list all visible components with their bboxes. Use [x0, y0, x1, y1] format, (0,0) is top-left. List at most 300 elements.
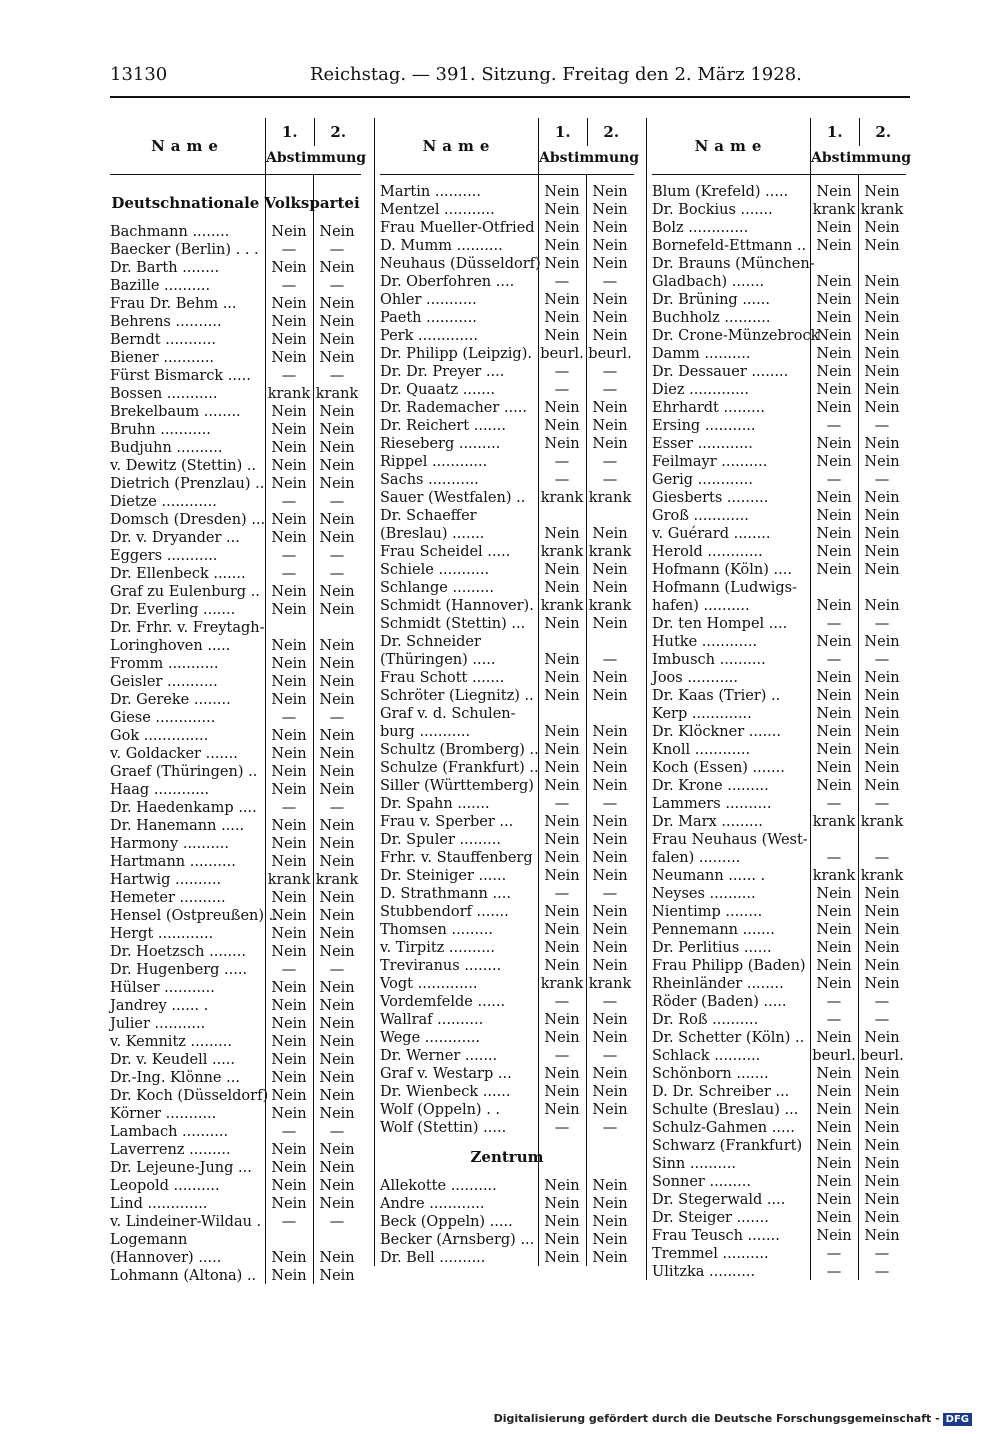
member-name: Hergt ............ — [110, 926, 214, 942]
vote2-value: Nein — [864, 634, 900, 650]
member-row — [380, 1177, 634, 1195]
vote1-value: Nein — [271, 1016, 307, 1032]
vote-header — [810, 118, 912, 174]
member-row — [380, 1213, 634, 1231]
vote1-value: Nein — [271, 656, 307, 672]
member-name: v. Guérard ........ — [652, 526, 771, 542]
member-name: Frau Teusch ....... — [652, 1228, 780, 1244]
vote2-value: — — [602, 1120, 618, 1136]
vote1-value: Nein — [271, 530, 307, 546]
member-row — [652, 759, 906, 777]
vote2-value: Nein — [864, 292, 900, 308]
member-row — [652, 687, 906, 705]
vote2-value: Nein — [319, 1142, 355, 1158]
member-row — [110, 979, 361, 997]
vote2-value: Nein — [864, 1192, 900, 1208]
vote2-value: Nein — [592, 742, 628, 758]
vote1-value: Nein — [544, 1196, 580, 1212]
vote1-value: Nein — [816, 562, 852, 578]
member-row — [652, 633, 906, 651]
member-row — [110, 1015, 361, 1033]
member-row — [380, 615, 634, 633]
member-row — [380, 633, 634, 651]
member-row — [380, 723, 634, 741]
member-row — [652, 651, 906, 669]
vote2-value: — — [874, 1264, 890, 1280]
member-row — [652, 1191, 906, 1209]
member-row — [652, 1263, 906, 1281]
member-name: (Hannover) ..... — [110, 1250, 222, 1266]
vote2-value: Nein — [592, 688, 628, 704]
section-heading — [380, 1137, 634, 1177]
member-name: Dr. Hoetzsch ........ — [110, 944, 246, 960]
vote1-value: — — [281, 278, 297, 294]
member-name: Vogt ............. — [380, 976, 478, 992]
vote2-value: Nein — [864, 778, 900, 794]
vote2-value: — — [874, 616, 890, 632]
member-name: Frau Scheidel ..... — [380, 544, 511, 560]
vote1-value: Nein — [271, 458, 307, 474]
vote1-value: Nein — [816, 1102, 852, 1118]
vote1-value: krank — [267, 386, 311, 402]
vote2-value: Nein — [864, 184, 900, 200]
vote1-value: — — [281, 710, 297, 726]
vote1-value: Nein — [544, 238, 580, 254]
vote2-value: Nein — [319, 332, 355, 348]
vote2-value: Nein — [864, 1138, 900, 1154]
table-column-3 — [652, 118, 912, 1281]
vote2-value: krank — [860, 202, 904, 218]
member-row — [652, 1155, 906, 1173]
vote2-value: krank — [315, 872, 359, 888]
member-row — [652, 1101, 906, 1119]
vote1-value: Nein — [816, 724, 852, 740]
vote2-value: — — [602, 652, 618, 668]
vote2-value: Nein — [864, 760, 900, 776]
member-row — [110, 439, 361, 457]
member-name: Dr. Frhr. v. Freytagh- — [110, 620, 265, 636]
footer-text: Digitalisierung gefördert durch die Deutsche Forschungsgemeinschaft - — [493, 1412, 940, 1425]
vote2-value: Nein — [319, 404, 355, 420]
vote2-value: krank — [588, 976, 632, 992]
member-row — [652, 1209, 906, 1227]
vote1-value: krank — [540, 976, 584, 992]
vote1-value: Nein — [816, 454, 852, 470]
member-row — [380, 291, 634, 309]
member-row — [652, 543, 906, 561]
vote1-value: Nein — [544, 292, 580, 308]
member-row — [380, 813, 634, 831]
member-row — [380, 705, 634, 723]
member-name: Dr. Dr. Preyer .... — [380, 364, 505, 380]
vote2-value: Nein — [592, 778, 628, 794]
member-row — [380, 255, 634, 273]
member-row — [110, 1231, 361, 1249]
vote2-value: Nein — [319, 1196, 355, 1212]
vote2-value: Nein — [319, 602, 355, 618]
member-row — [380, 1029, 634, 1047]
vote1-value: Nein — [271, 1250, 307, 1266]
member-name: Perk ............. — [380, 328, 478, 344]
member-name: Siller (Württemberg) — [380, 778, 534, 794]
member-row — [652, 1011, 906, 1029]
vote1-value: Nein — [816, 886, 852, 902]
member-row — [110, 367, 361, 385]
member-row — [652, 1065, 906, 1083]
vote1-value: Nein — [816, 526, 852, 542]
vote1-value: Nein — [271, 854, 307, 870]
member-row — [110, 1195, 361, 1213]
member-row — [110, 1213, 361, 1231]
table-column-2 — [380, 118, 640, 1267]
vote2-value: krank — [315, 386, 359, 402]
vote2-value: Nein — [319, 1052, 355, 1068]
member-name: Joos ........... — [652, 670, 739, 686]
vote1-value: Nein — [816, 490, 852, 506]
vote2-value: Nein — [864, 382, 900, 398]
member-name: Frau Dr. Behm ... — [110, 296, 237, 312]
vote1-value: Nein — [271, 764, 307, 780]
member-row — [380, 399, 634, 417]
member-row — [380, 417, 634, 435]
member-row — [110, 799, 361, 817]
member-name: Dr. Krone ......... — [652, 778, 769, 794]
member-name: Tremmel .......... — [652, 1246, 769, 1262]
member-row — [380, 363, 634, 381]
member-row — [652, 363, 906, 381]
member-row — [652, 417, 906, 435]
column-separator — [374, 118, 375, 1266]
member-row — [110, 745, 361, 763]
vote2-header: 2. — [859, 118, 908, 146]
vote2-value: Nein — [864, 400, 900, 416]
member-name: Dr. Schaeffer — [380, 508, 477, 524]
vote1-value: Nein — [271, 296, 307, 312]
member-name: Blum (Krefeld) ..... — [652, 184, 789, 200]
member-row — [652, 723, 906, 741]
vote1-value: Nein — [271, 728, 307, 744]
section-heading — [110, 183, 361, 223]
member-row — [652, 1029, 906, 1047]
vote-label: Abstimmung — [539, 150, 640, 166]
member-row — [380, 183, 634, 201]
member-row — [652, 309, 906, 327]
vote1-value: Nein — [544, 256, 580, 272]
member-row — [380, 1101, 634, 1119]
member-row — [110, 889, 361, 907]
member-row — [652, 1173, 906, 1191]
member-row — [380, 867, 634, 885]
vote1-value: Nein — [271, 350, 307, 366]
member-name: Neyses .......... — [652, 886, 756, 902]
member-name: v. Kemnitz ......... — [110, 1034, 232, 1050]
member-row — [110, 1123, 361, 1141]
vote1-value: Nein — [544, 1178, 580, 1194]
member-row — [380, 1195, 634, 1213]
vote2-value: Nein — [592, 418, 628, 434]
vote2-value: Nein — [864, 1174, 900, 1190]
vote1-value: Nein — [271, 890, 307, 906]
member-row — [110, 997, 361, 1015]
member-name: Dr. Hugenberg ..... — [110, 962, 248, 978]
vote1-value: Nein — [271, 1160, 307, 1176]
member-name: Allekotte .......... — [380, 1178, 497, 1194]
vote1-value: — — [826, 418, 842, 434]
vote2-value: Nein — [319, 440, 355, 456]
vote2-value: — — [874, 1246, 890, 1262]
vote2-value: Nein — [319, 782, 355, 798]
vote2-value: Nein — [592, 310, 628, 326]
vote1-value: — — [826, 652, 842, 668]
member-name: Dr. Perlitius ...... — [652, 940, 772, 956]
vote2-value: Nein — [319, 980, 355, 996]
vote1-value: krank — [540, 490, 584, 506]
member-row — [380, 201, 634, 219]
member-row — [652, 489, 906, 507]
member-row — [380, 669, 634, 687]
member-row — [652, 975, 906, 993]
member-name: Mentzel ........... — [380, 202, 495, 218]
member-row — [380, 957, 634, 975]
member-name: Laverrenz ......... — [110, 1142, 231, 1158]
member-row — [652, 291, 906, 309]
member-row — [652, 813, 906, 831]
member-name: Sonner ......... — [652, 1174, 751, 1190]
member-row — [380, 975, 634, 993]
member-name: Herold ............ — [652, 544, 763, 560]
vote2-value: — — [874, 418, 890, 434]
vote1-value: Nein — [544, 436, 580, 452]
vote2-value: — — [602, 886, 618, 902]
vote1-value: Nein — [816, 400, 852, 416]
vote1-value: Nein — [816, 1084, 852, 1100]
member-name: v. Tirpitz .......... — [380, 940, 496, 956]
member-name: Schmidt (Hannover). — [380, 598, 534, 614]
member-name: Rippel ............ — [380, 454, 488, 470]
vote2-value: — — [329, 566, 345, 582]
vote2-value: Nein — [864, 724, 900, 740]
vote2-value: Nein — [864, 1120, 900, 1136]
member-row — [380, 921, 634, 939]
member-name: Schröter (Liegnitz) .. — [380, 688, 534, 704]
member-name: Rheinländer ........ — [652, 976, 784, 992]
vote2-value: krank — [860, 814, 904, 830]
vote1-value: Nein — [544, 922, 580, 938]
vote1-value: Nein — [544, 1012, 580, 1028]
member-row — [380, 831, 634, 849]
vote2-value: — — [874, 994, 890, 1010]
vote2-value: — — [329, 548, 345, 564]
member-row — [652, 561, 906, 579]
vote2-value: — — [329, 1214, 345, 1230]
member-row — [110, 619, 361, 637]
member-name: (Thüringen) ..... — [380, 652, 496, 668]
vote1-value: Nein — [271, 440, 307, 456]
vote2-value: Nein — [864, 598, 900, 614]
vote1-value: Nein — [816, 1192, 852, 1208]
vote2-value: Nein — [592, 202, 628, 218]
vote1-value: Nein — [816, 238, 852, 254]
vote2-value: Nein — [864, 544, 900, 560]
vote1-value: — — [554, 382, 570, 398]
vote1-value: Nein — [544, 580, 580, 596]
member-name: Damm .......... — [652, 346, 751, 362]
vote2-value: Nein — [864, 1210, 900, 1226]
vote2-value: Nein — [319, 350, 355, 366]
vote2-value: Nein — [864, 490, 900, 506]
vote1-value: Nein — [544, 652, 580, 668]
member-row — [380, 237, 634, 255]
member-row — [380, 1231, 634, 1249]
member-name: Ersing ........... — [652, 418, 756, 434]
vote1-value: — — [826, 850, 842, 866]
vote-label: Abstimmung — [811, 150, 912, 166]
vote1-value: beurl. — [540, 346, 584, 362]
dfg-logo: DFG — [943, 1413, 972, 1426]
member-row — [110, 223, 361, 241]
member-name: Dr. Quaatz ....... — [380, 382, 496, 398]
vote2-value: Nein — [319, 764, 355, 780]
member-name: Schmidt (Stettin) ... — [380, 616, 526, 632]
vote1-value: Nein — [816, 778, 852, 794]
vote2-value: Nein — [319, 836, 355, 852]
member-row — [652, 1119, 906, 1137]
vote2-value: krank — [588, 598, 632, 614]
vote1-value: Nein — [816, 922, 852, 938]
vote2-value: Nein — [592, 1102, 628, 1118]
vote2-value: Nein — [319, 1070, 355, 1086]
vote2-value: — — [874, 850, 890, 866]
vote1-value: Nein — [544, 400, 580, 416]
vote1-value: Nein — [271, 476, 307, 492]
vote1-value: Nein — [544, 562, 580, 578]
vote2-value: Nein — [319, 674, 355, 690]
column-header — [652, 118, 912, 175]
member-name: Schönborn ....... — [652, 1066, 769, 1082]
vote2-value: Nein — [592, 292, 628, 308]
vote1-value: Nein — [271, 1268, 307, 1284]
member-row — [380, 1047, 634, 1065]
member-name: Paeth ........... — [380, 310, 477, 326]
member-row — [652, 507, 906, 525]
member-name: Lambach .......... — [110, 1124, 229, 1140]
column-header — [110, 118, 367, 175]
member-name: Andre ............ — [380, 1196, 485, 1212]
vote2-value: Nein — [319, 296, 355, 312]
vote1-value: — — [554, 274, 570, 290]
member-row — [380, 993, 634, 1011]
vote2-value: Nein — [864, 454, 900, 470]
member-name: Dr. Oberfohren .... — [380, 274, 515, 290]
vote-column-divider — [586, 174, 587, 1266]
member-name: Kerp ............. — [652, 706, 752, 722]
member-row — [380, 219, 634, 237]
member-row — [110, 421, 361, 439]
member-row — [380, 579, 634, 597]
member-name: (Breslau) ....... — [380, 526, 485, 542]
vote1-value: krank — [812, 202, 856, 218]
vote2-value: Nein — [592, 868, 628, 884]
vote2-value: Nein — [319, 692, 355, 708]
member-name: Graef (Thüringen) .. — [110, 764, 258, 780]
member-row — [652, 1047, 906, 1065]
vote-header — [265, 118, 367, 174]
vote1-header: 1. — [554, 123, 571, 141]
vote1-value: Nein — [544, 1102, 580, 1118]
vote1-value: Nein — [816, 1210, 852, 1226]
member-row — [652, 273, 906, 291]
vote2-value: — — [874, 472, 890, 488]
footer — [494, 1412, 972, 1426]
vote1-value: Nein — [271, 512, 307, 528]
vote1-value: beurl. — [812, 1048, 856, 1064]
vote1-value: Nein — [271, 224, 307, 240]
vote1-value: Nein — [271, 836, 307, 852]
member-row — [110, 547, 361, 565]
vote2-value: krank — [588, 544, 632, 560]
member-row — [110, 295, 361, 313]
member-name: Loringhoven ..... — [110, 638, 231, 654]
vote1-value: — — [281, 242, 297, 258]
vote1-value: Nein — [271, 584, 307, 600]
vote2-value: Nein — [319, 656, 355, 672]
vote2-value: Nein — [319, 1268, 355, 1284]
vote1-value: — — [826, 1264, 842, 1280]
vote1-value: Nein — [544, 418, 580, 434]
member-name: Beck (Oppeln) ..... — [380, 1214, 513, 1230]
vote1-value: — — [554, 364, 570, 380]
vote-label: Abstimmung — [266, 150, 367, 166]
vote2-value: — — [329, 800, 345, 816]
vote2-value: Nein — [592, 958, 628, 974]
vote1-value: Nein — [271, 1196, 307, 1212]
member-name: Dr. Marx ......... — [652, 814, 763, 830]
member-name: Frau Schott ....... — [380, 670, 505, 686]
member-name: Becker (Arnsberg) ... — [380, 1232, 535, 1248]
vote1-value: Nein — [816, 976, 852, 992]
member-name: Hofmann (Ludwigs- — [652, 580, 797, 596]
member-name: Gok .............. — [110, 728, 209, 744]
vote2-value: Nein — [864, 1102, 900, 1118]
vote2-value: Nein — [864, 688, 900, 704]
vote1-value: Nein — [816, 634, 852, 650]
member-row — [652, 399, 906, 417]
member-row — [652, 885, 906, 903]
member-row — [380, 507, 634, 525]
vote1-value: Nein — [816, 310, 852, 326]
vote1-value: — — [281, 1214, 297, 1230]
vote2-value: Nein — [592, 760, 628, 776]
member-row — [652, 795, 906, 813]
member-name: Julier ........... — [110, 1016, 206, 1032]
member-name: Dr. Stegerwald .... — [652, 1192, 786, 1208]
member-row — [380, 849, 634, 867]
vote-header — [538, 118, 640, 174]
member-name: Wallraf .......... — [380, 1012, 484, 1028]
vote1-value: — — [826, 472, 842, 488]
member-row — [380, 453, 634, 471]
vote1-value: Nein — [271, 1106, 307, 1122]
vote2-value: Nein — [592, 850, 628, 866]
vote1-value: Nein — [271, 1142, 307, 1158]
header-rule — [110, 96, 910, 98]
member-name: Ehrhardt ......... — [652, 400, 765, 416]
member-row — [110, 637, 361, 655]
member-row — [652, 471, 906, 489]
member-name: Neuhaus (Düsseldorf) — [380, 256, 541, 272]
vote2-header: 2. — [587, 118, 636, 146]
member-row — [652, 255, 906, 273]
